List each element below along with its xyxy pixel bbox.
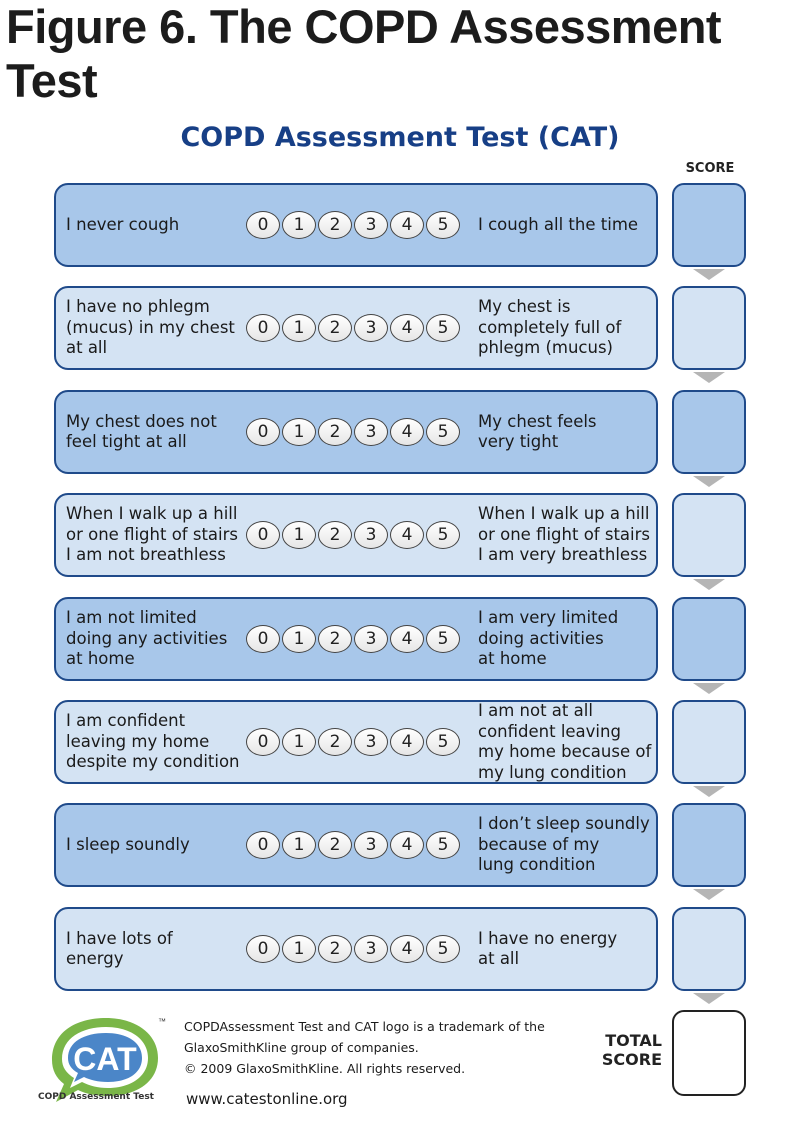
footer-line-3: © 2009 GlaxoSmithKline. All rights reserved. (184, 1061, 466, 1076)
rating-option-1[interactable]: 1 (282, 935, 316, 963)
rating-scale (246, 521, 460, 549)
figure-title: Figure 6. The COPD Assessment Test (6, 0, 722, 107)
rating-option-5[interactable]: 5 (426, 625, 460, 653)
rating-option-1[interactable]: 1 (282, 728, 316, 756)
question-row (54, 390, 658, 474)
question-right-label: My chest is completely full of phlegm (mucus) (478, 297, 622, 358)
rating-option-5[interactable]: 5 (426, 831, 460, 859)
down-arrow-icon (693, 476, 725, 487)
question-row (54, 700, 658, 784)
rating-option-2[interactable]: 2 (318, 831, 352, 859)
rating-option-2[interactable]: 2 (318, 625, 352, 653)
rating-option-4[interactable]: 4 (390, 211, 424, 239)
question-left-label: When I walk up a hill or one flight of stairs I am not breathless (66, 504, 238, 565)
total-score-box[interactable] (672, 1010, 746, 1096)
down-arrow-icon (693, 579, 725, 590)
rating-option-5[interactable]: 5 (426, 728, 460, 756)
rating-option-0[interactable]: 0 (246, 728, 280, 756)
rating-option-3[interactable]: 3 (354, 935, 388, 963)
question-right-label: I am not at all confident leaving my home because of my lung condition (478, 701, 652, 782)
rating-option-2[interactable]: 2 (318, 418, 352, 446)
question-row (54, 597, 658, 681)
rating-option-1[interactable]: 1 (282, 521, 316, 549)
question-row (54, 803, 658, 887)
score-box[interactable] (672, 286, 746, 370)
question-right-label: I cough all the time (478, 214, 639, 234)
rating-option-4[interactable]: 4 (390, 521, 424, 549)
rating-option-3[interactable]: 3 (354, 521, 388, 549)
rating-option-4[interactable]: 4 (390, 831, 424, 859)
score-box[interactable] (672, 597, 746, 681)
rating-option-5[interactable]: 5 (426, 935, 460, 963)
question-left-label: I sleep soundly (66, 834, 190, 854)
rating-option-1[interactable]: 1 (282, 418, 316, 446)
down-arrow-icon (693, 889, 725, 900)
rating-option-0[interactable]: 0 (246, 935, 280, 963)
cat-title: COPD Assessment Test (CAT) (180, 122, 620, 153)
question-right-label: I have no energy at all (478, 928, 618, 968)
question-row (54, 286, 658, 370)
footer-line-1: COPDAssessment Test and CAT logo is a trademark of the (184, 1019, 545, 1034)
question-row (54, 907, 658, 991)
rating-option-2[interactable]: 2 (318, 935, 352, 963)
question-row (54, 493, 658, 577)
rating-option-1[interactable]: 1 (282, 211, 316, 239)
rating-option-3[interactable]: 3 (354, 831, 388, 859)
rating-option-5[interactable]: 5 (426, 418, 460, 446)
rating-option-4[interactable]: 4 (390, 935, 424, 963)
rating-option-5[interactable]: 5 (426, 314, 460, 342)
rating-option-4[interactable]: 4 (390, 728, 424, 756)
rating-option-1[interactable]: 1 (282, 625, 316, 653)
question-left-label: I have lots of energy (66, 928, 173, 968)
footer-text (184, 1016, 584, 1079)
score-box[interactable] (672, 493, 746, 577)
rating-scale (246, 728, 460, 756)
question-left-label: My chest does not feel tight at all (66, 411, 217, 451)
question-right-label: I am very limited doing activities at home (478, 608, 619, 669)
question-row (54, 183, 658, 267)
down-arrow-icon (693, 269, 725, 280)
rating-option-1[interactable]: 1 (282, 831, 316, 859)
question-right-label: I don’t sleep soundly because of my lung condition (478, 814, 650, 875)
rating-scale (246, 625, 460, 653)
question-left-label: I am not limited doing any activities at home (66, 608, 228, 669)
rating-option-3[interactable]: 3 (354, 418, 388, 446)
down-arrow-icon (693, 786, 725, 797)
rating-option-0[interactable]: 0 (246, 418, 280, 446)
logo-text: CAT (73, 1041, 137, 1077)
rating-option-3[interactable]: 3 (354, 314, 388, 342)
rating-option-0[interactable]: 0 (246, 521, 280, 549)
rating-scale (246, 211, 460, 239)
total-score-label: TOTAL SCORE (601, 1031, 662, 1069)
rating-option-2[interactable]: 2 (318, 314, 352, 342)
rating-option-4[interactable]: 4 (390, 314, 424, 342)
score-box[interactable] (672, 803, 746, 887)
score-box[interactable] (672, 183, 746, 267)
rating-option-0[interactable]: 0 (246, 625, 280, 653)
rating-option-0[interactable]: 0 (246, 314, 280, 342)
rating-option-0[interactable]: 0 (246, 211, 280, 239)
rating-scale (246, 935, 460, 963)
score-box[interactable] (672, 700, 746, 784)
rating-scale (246, 831, 460, 859)
rating-option-2[interactable]: 2 (318, 211, 352, 239)
footer-line-2: GlaxoSmithKline group of companies. (184, 1040, 419, 1055)
logo-tm: ™ (158, 1017, 166, 1026)
rating-option-5[interactable]: 5 (426, 521, 460, 549)
question-left-label: I am confident leaving my home despite my condition (66, 711, 240, 772)
rating-option-2[interactable]: 2 (318, 728, 352, 756)
rating-option-2[interactable]: 2 (318, 521, 352, 549)
score-box[interactable] (672, 390, 746, 474)
footer-url-link[interactable]: www.catestonline.org (186, 1090, 348, 1108)
rating-scale (246, 314, 460, 342)
score-header: SCORE (685, 161, 735, 176)
rating-option-3[interactable]: 3 (354, 211, 388, 239)
down-arrow-icon (693, 683, 725, 694)
rating-scale (246, 418, 460, 446)
question-left-label: I have no phlegm (mucus) in my chest at all (66, 297, 235, 358)
score-box[interactable] (672, 907, 746, 991)
down-arrow-icon (693, 372, 725, 383)
rating-option-1[interactable]: 1 (282, 314, 316, 342)
question-right-label: When I walk up a hill or one flight of stairs I am very breathless (478, 504, 650, 565)
question-right-label: My chest feels very tight (478, 411, 597, 451)
rating-option-0[interactable]: 0 (246, 831, 280, 859)
down-arrow-icon (693, 993, 725, 1004)
rating-option-4[interactable]: 4 (390, 625, 424, 653)
rating-option-5[interactable]: 5 (426, 211, 460, 239)
question-left-label: I never cough (66, 214, 180, 234)
rating-option-3[interactable]: 3 (354, 728, 388, 756)
logo-subtitle: COPD Assessment Test (38, 1092, 154, 1102)
rating-option-3[interactable]: 3 (354, 625, 388, 653)
rating-option-4[interactable]: 4 (390, 418, 424, 446)
